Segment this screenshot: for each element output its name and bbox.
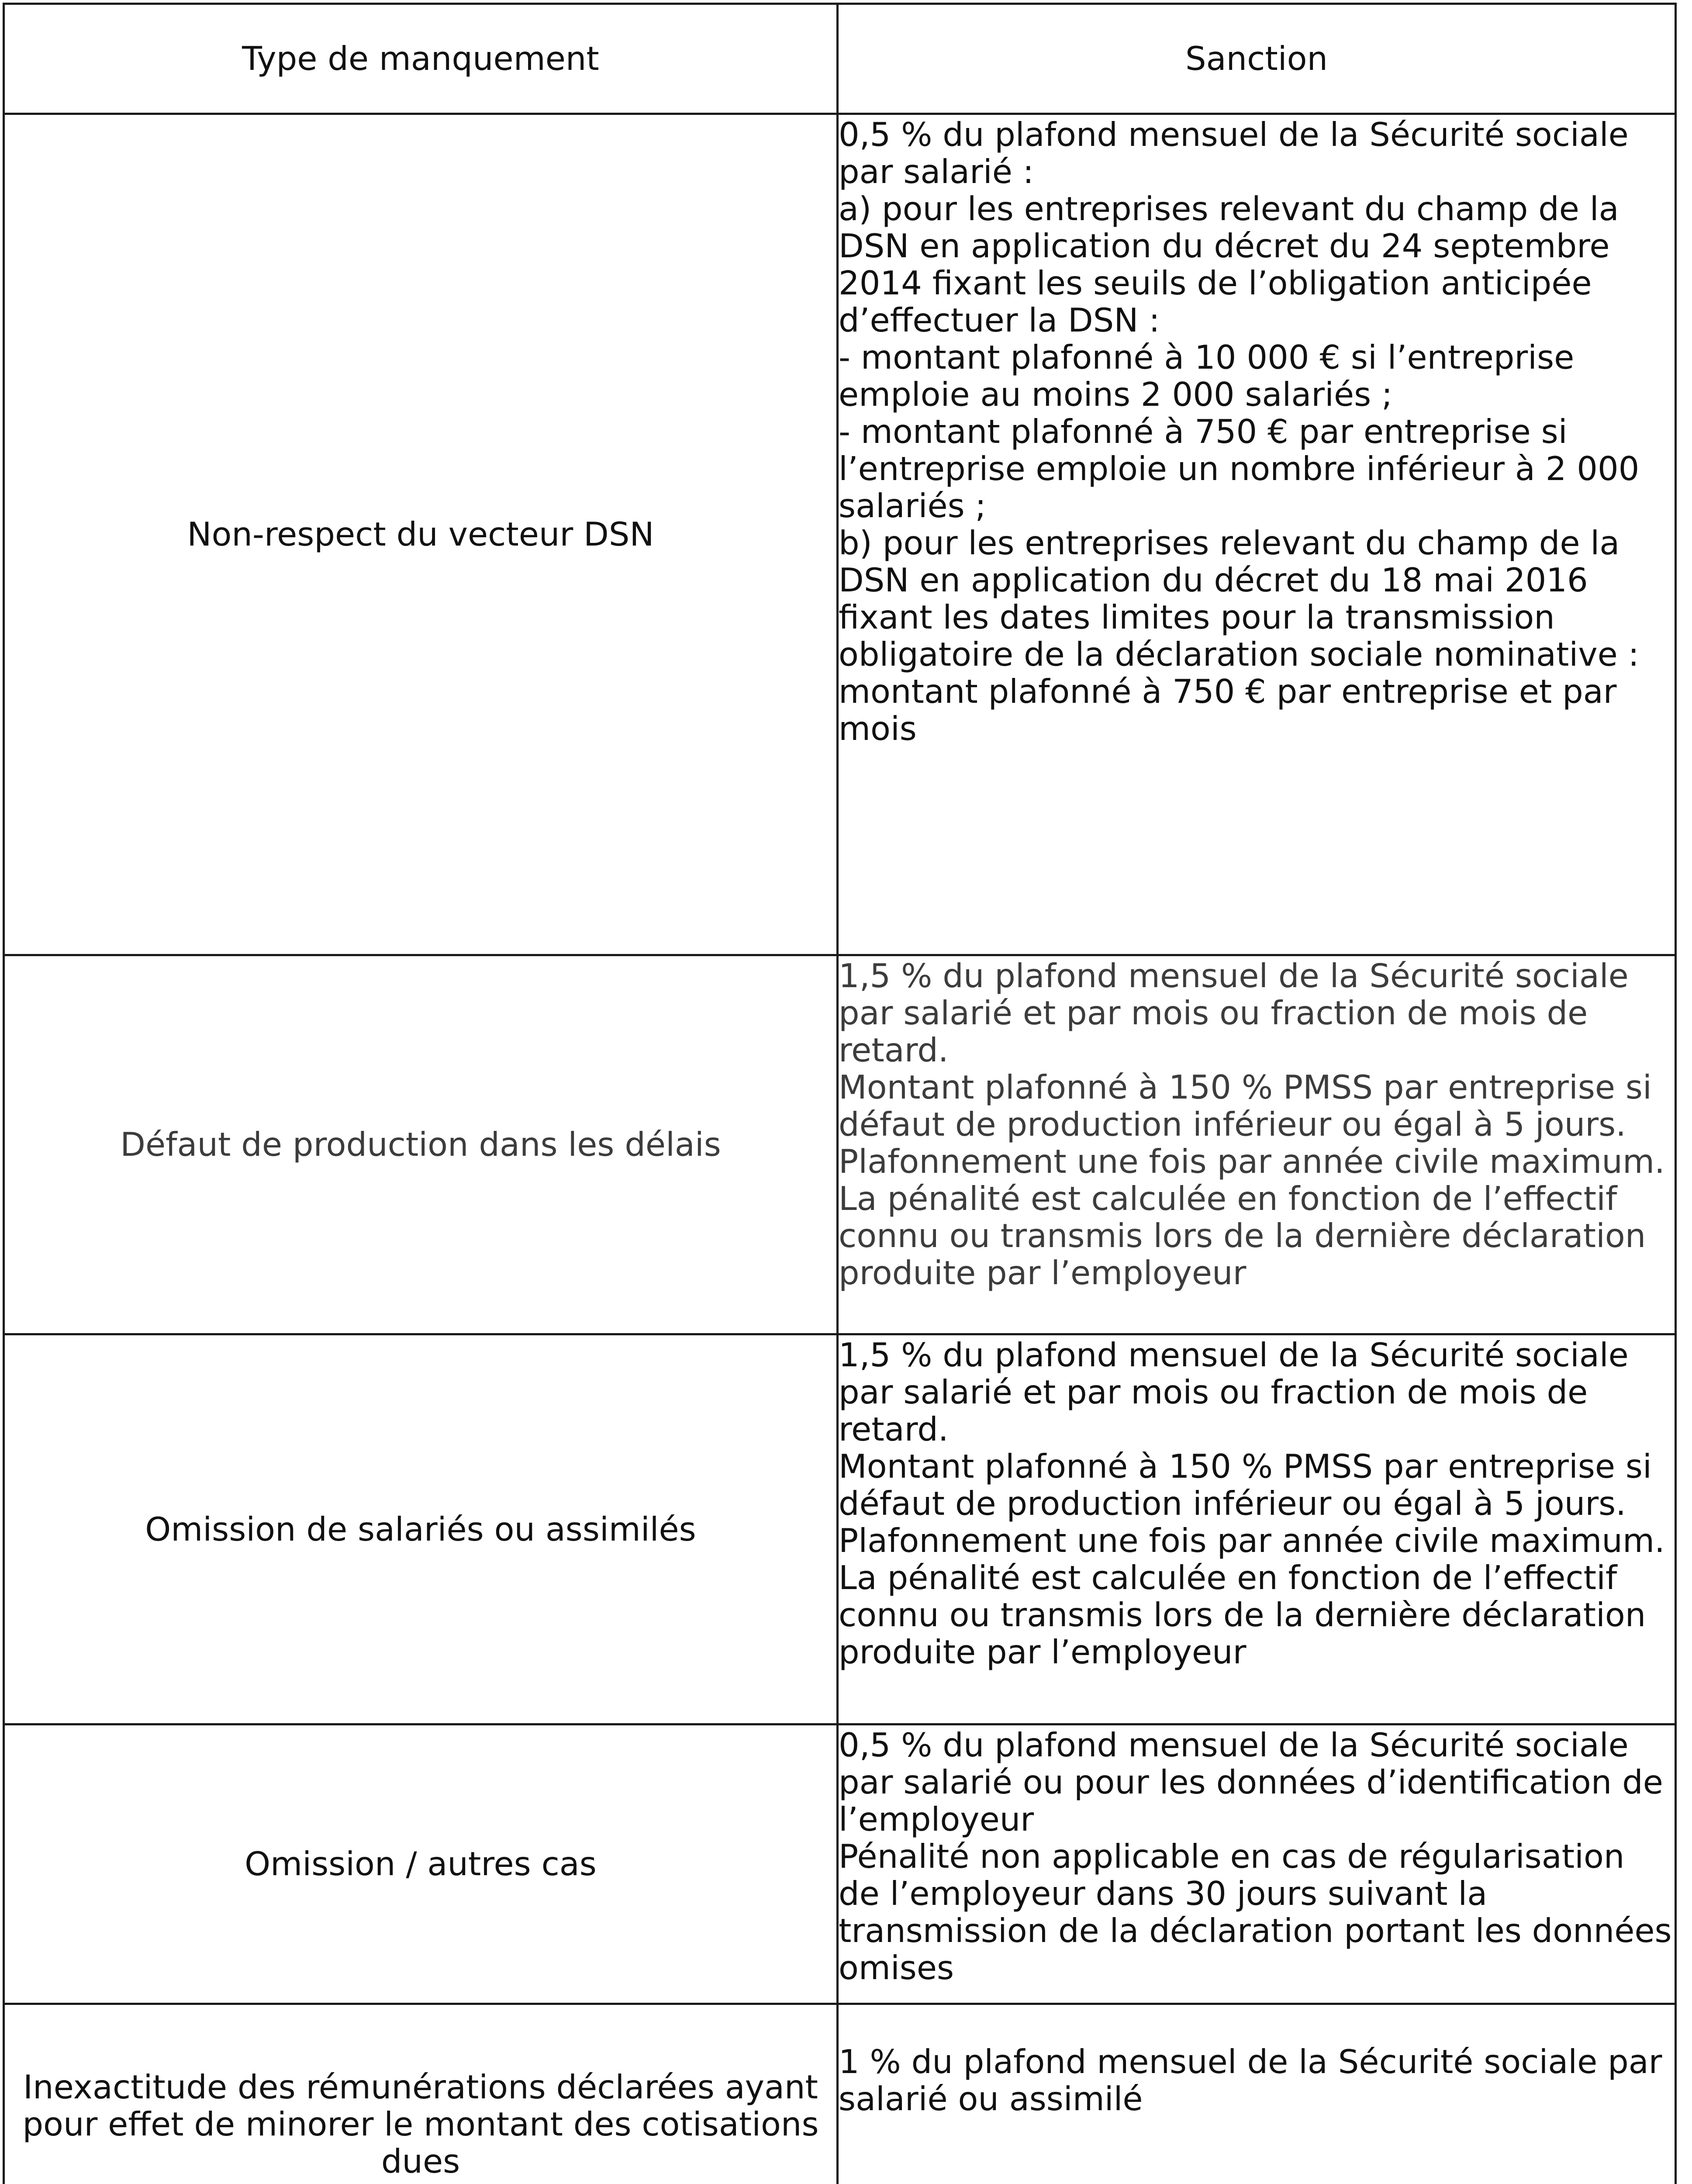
sanction-cell bbox=[838, 1724, 1676, 2004]
sanction-paragraph: b) pour les entreprises relevant du champ de la DSN en application du décret du 18 mai 2016 fixant les dates limites pour la transmission obligatoire de la déclaration sociale nominative : bbox=[839, 524, 1639, 674]
sanction-paragraph: - montant plafonné à 10 000 € si l’entreprise emploie au moins 2 000 salariés ; bbox=[839, 338, 1575, 414]
header-sanction: Sanction bbox=[838, 4, 1676, 114]
breach-type-cell: Omission de salariés ou assimilés bbox=[4, 1334, 838, 1724]
sanctions-table bbox=[3, 3, 1677, 2184]
table-header-row bbox=[4, 4, 1676, 114]
breach-type-cell: Défaut de production dans les délais bbox=[4, 955, 838, 1334]
sanction-paragraph: montant plafonné à 750 € par entreprise et par mois bbox=[839, 672, 1617, 748]
sanction-paragraph: 0,5 % du plafond mensuel de la Sécurité sociale par salarié ou pour les données d’identification de l’employeur bbox=[839, 1727, 1663, 1838]
table-row bbox=[4, 1334, 1676, 1724]
sanction-paragraph: La pénalité est calculée en fonction de l’effectif connu ou transmis lors de la dernière déclaration produite par l’employeur bbox=[839, 1179, 1646, 1292]
sanction-cell bbox=[838, 1334, 1676, 1724]
sanction-paragraph: La pénalité est calculée en fonction de l’effectif connu ou transmis lors de la dernière déclaration produite par l’employeur bbox=[839, 1559, 1646, 1671]
sanction-cell bbox=[838, 2004, 1676, 2184]
sanction-paragraph: - montant plafonné à 750 € par entreprise si l’entreprise emploie un nombre inférieur à 2 000 salariés ; bbox=[839, 412, 1640, 525]
table-row bbox=[4, 955, 1676, 1334]
sanction-paragraph: Montant plafonné à 150 % PMSS par entreprise si défaut de production inférieur ou égal à 5 jours. Plafonnement une fois par année civile maximum. bbox=[839, 1447, 1665, 1560]
sanction-paragraph: Pénalité non applicable en cas de régularisation de l’employeur dans 30 jours suivant la transmission de la déclaration portant les données omises bbox=[839, 1837, 1672, 1987]
sanction-paragraph: 1,5 % du plafond mensuel de la Sécurité sociale par salarié et par mois ou fraction de mois de retard. bbox=[839, 957, 1629, 1069]
table-row bbox=[4, 2004, 1676, 2184]
sanction-paragraph: 1 % du plafond mensuel de la Sécurité sociale par salarié ou assimilé bbox=[839, 2043, 1662, 2118]
sanction-paragraph: 0,5 % du plafond mensuel de la Sécurité sociale par salarié : bbox=[839, 116, 1629, 191]
breach-type-cell: Inexactitude des rémunérations déclarées ayant pour effet de minorer le montant des cotisations dues bbox=[4, 2004, 838, 2184]
breach-type-cell: Omission / autres cas bbox=[4, 1724, 838, 2004]
table-row bbox=[4, 114, 1676, 955]
sanction-paragraph: 1,5 % du plafond mensuel de la Sécurité sociale par salarié et par mois ou fraction de mois de retard. bbox=[839, 1337, 1629, 1448]
sanction-cell bbox=[838, 955, 1676, 1334]
breach-type-cell: Non-respect du vecteur DSN bbox=[4, 114, 838, 955]
sanction-paragraph: a) pour les entreprises relevant du champ de la DSN en application du décret du 24 septembre 2014 fixant les seuils de l’obligation anticipée d’effectuer la DSN : bbox=[839, 190, 1619, 339]
sanction-cell bbox=[838, 114, 1676, 955]
sanction-paragraph: Montant plafonné à 150 % PMSS par entreprise si défaut de production inférieur ou égal à 5 jours. Plafonnement une fois par année civile maximum. bbox=[839, 1068, 1665, 1181]
header-type-de-manquement: Type de manquement bbox=[4, 4, 838, 114]
table-row bbox=[4, 1724, 1676, 2004]
